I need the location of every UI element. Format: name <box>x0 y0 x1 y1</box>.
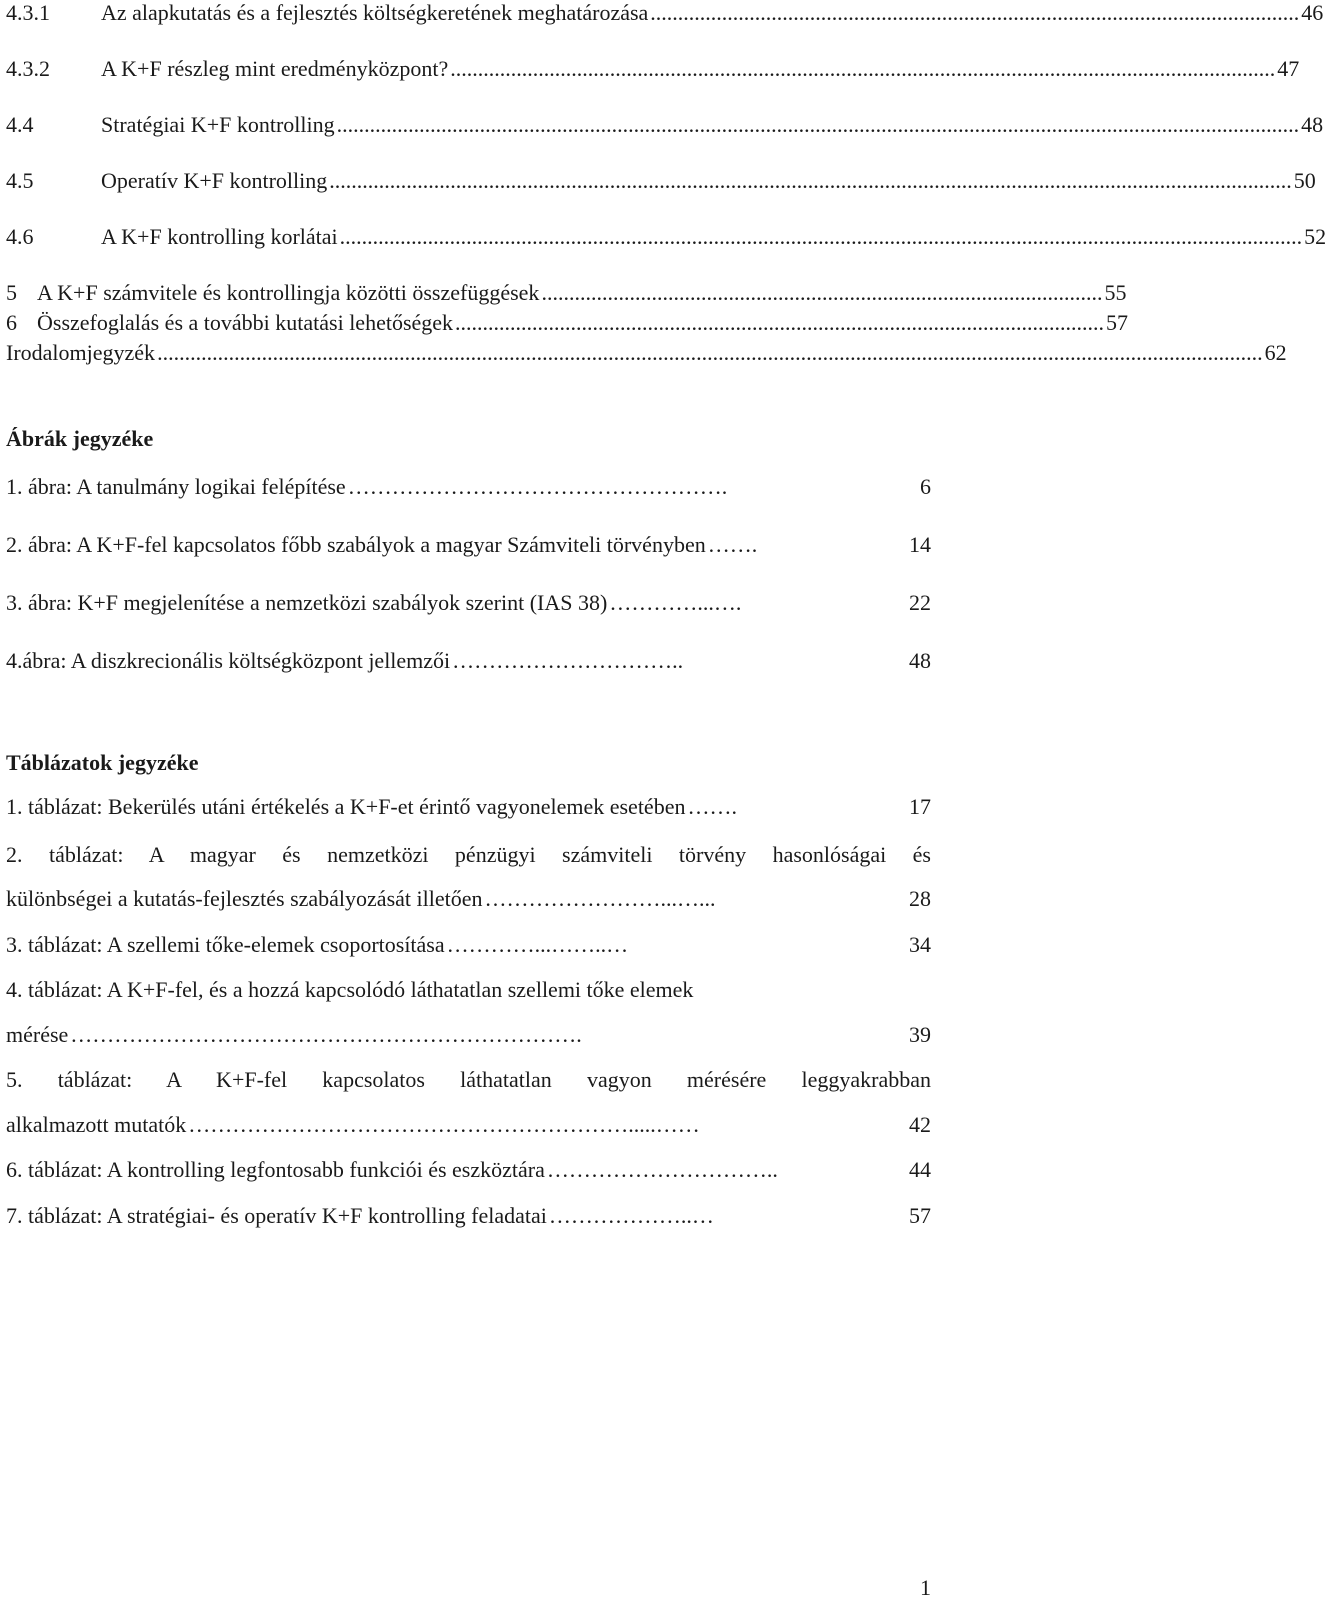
toc-entry-leader: ...................................................................................................................................................... <box>450 56 1276 81</box>
figure-entry <box>6 590 931 616</box>
figure-entry-title: 4.ábra: A diszkrecionális költségközpont jellemzői <box>6 648 451 673</box>
figure-entry-title: 3. ábra: K+F megjelenítése a nemzetközi szabályok szerint (IAS 38) <box>6 590 608 615</box>
table-entry-title: 6. táblázat: A kontrolling legfontosabb funkciói és eszköztára <box>6 1157 545 1182</box>
toc-entry-title: Operatív K+F kontrolling <box>101 168 328 193</box>
toc-entry-number: 4.6 <box>6 224 34 249</box>
figure-entry <box>6 532 931 558</box>
table-entry-first-line: 5. táblázat: A K+F-fel kapcsolatos láthatatlan vagyon mérésére leggyakrabban <box>6 1067 931 1092</box>
table-entry-page: 42 <box>909 1112 931 1137</box>
table-entry-title: 3. táblázat: A szellemi tőke-elemek csoportosítása <box>6 932 445 957</box>
toc-entry-page: 48 <box>1301 112 1324 137</box>
toc-entry <box>6 280 1127 306</box>
table-entry-page: 34 <box>909 932 931 957</box>
toc-entry-title: A K+F számvitele és kontrollingja közötti összefüggések <box>37 280 540 305</box>
toc-entry-page: 55 <box>1104 280 1127 305</box>
toc-entry-leader: ...................................................................................................................... <box>455 310 1105 335</box>
figure-entry-leader: …………...…. <box>609 590 742 615</box>
table-entry <box>6 1157 931 1183</box>
toc-entry <box>6 56 1300 82</box>
toc-entry <box>6 340 1287 366</box>
toc-entry-title: A K+F részleg mint eredményközpont? <box>101 56 449 81</box>
table-entry-leader: ……………………………………………………………. <box>70 1022 582 1047</box>
toc-entry-number: 4.3.2 <box>6 56 50 81</box>
figure-entry-leader: ……………………………………………. <box>347 474 728 499</box>
toc-entry-page: 47 <box>1277 56 1300 81</box>
toc-entry-leader: ............................................................................................................................................................................... <box>339 224 1303 249</box>
table-entry-leader: …………………………………………………….....…… <box>188 1112 700 1137</box>
table-entry <box>6 794 931 820</box>
toc-entry-leader: ......................................................................................................................................................................................................... <box>157 340 1263 365</box>
figure-entry-leader: ………………………….. <box>452 648 684 673</box>
page-number: 1 <box>920 1575 931 1600</box>
toc-entry-leader: ............................................................................................................................................................................... <box>329 168 1292 193</box>
figures-heading: Ábrák jegyzéke <box>6 426 154 451</box>
toc-entry-number: 4.3.1 <box>6 0 50 25</box>
table-entry-title: alkalmazott mutatók <box>6 1112 187 1137</box>
toc-entry-page: 57 <box>1106 310 1129 335</box>
table-entry-leader: ……. <box>687 794 737 819</box>
table-entry <box>6 1203 931 1229</box>
toc-entry-title: Összefoglalás és a további kutatási lehetőségek <box>37 310 454 335</box>
figure-entry-page: 6 <box>920 474 931 499</box>
toc-entry-title: Irodalomjegyzék <box>6 340 156 365</box>
figure-entry-title: 2. ábra: A K+F-fel kapcsolatos főbb szabályok a magyar Számviteli törvényben <box>6 532 706 557</box>
table-entry <box>6 1112 931 1138</box>
table-entry-leader: ……………………...…... <box>484 886 716 911</box>
table-entry-page: 39 <box>909 1022 931 1047</box>
toc-entry-number: 5 <box>6 280 17 305</box>
toc-entry-title: A K+F kontrolling korlátai <box>101 224 338 249</box>
table-entry-title: mérése <box>6 1022 69 1047</box>
toc-entry-number: 4.4 <box>6 112 34 137</box>
toc-entry <box>6 112 1324 138</box>
table-entry-leader: …………...……..… <box>446 932 629 957</box>
tables-heading: Táblázatok jegyzéke <box>6 750 199 775</box>
toc-entry-page: 52 <box>1304 224 1326 249</box>
table-entry-first-line: 2. táblázat: A magyar és nemzetközi pénzügyi számviteli törvény hasonlóságai és <box>6 842 931 867</box>
toc-entry <box>6 168 1316 194</box>
toc-entry <box>6 0 1324 26</box>
toc-entry <box>6 224 1326 250</box>
table-entry-title: 1. táblázat: Bekerülés utáni értékelés a K+F-et érintő vagyonelemek esetében <box>6 794 686 819</box>
figure-entry-page: 22 <box>909 590 931 615</box>
figure-entry <box>6 474 931 500</box>
toc-entry-leader: ............................................................................................................................................................................... <box>336 112 1300 137</box>
figure-entry-page: 14 <box>909 532 931 557</box>
toc-entry-number: 4.5 <box>6 168 34 193</box>
table-entry <box>6 1022 931 1048</box>
table-entry-page: 17 <box>909 794 931 819</box>
toc-entry-page: 50 <box>1293 168 1316 193</box>
table-entry-page: 28 <box>909 886 931 911</box>
toc-entry-page: 62 <box>1264 340 1287 365</box>
table-entry-leader: ………………..… <box>548 1203 714 1228</box>
table-entry-leader: ………………………….. <box>546 1157 778 1182</box>
table-entry-title: 4. táblázat: A K+F-fel, és a hozzá kapcsolódó láthatatlan szellemi tőke elemek <box>6 977 694 1002</box>
table-entry-first-line <box>6 977 931 1003</box>
toc-entry-number: 6 <box>6 310 17 335</box>
figure-entry-title: 1. ábra: A tanulmány logikai felépítése <box>6 474 346 499</box>
table-entry-title: különbségei a kutatás-fejlesztés szabályozását illetően <box>6 886 483 911</box>
toc-entry-title: Az alapkutatás és a fejlesztés költségkeretének meghatározása <box>101 0 649 25</box>
table-entry-page: 57 <box>909 1203 931 1228</box>
table-entry <box>6 932 931 958</box>
figure-entry-page: 48 <box>909 648 931 673</box>
figure-entry-leader: ……. <box>707 532 758 557</box>
toc-entry <box>6 310 1129 336</box>
figure-entry <box>6 648 931 674</box>
toc-entry-title: Stratégiai K+F kontrolling <box>101 112 335 137</box>
toc-entry-page: 46 <box>1301 0 1324 25</box>
table-entry-page: 44 <box>909 1157 931 1182</box>
toc-entry-leader: ...................................................................................................... <box>541 280 1103 305</box>
table-entry-title: 7. táblázat: A stratégiai- és operatív K+F kontrolling feladatai <box>6 1203 547 1228</box>
table-entry <box>6 886 931 912</box>
toc-entry-leader: ...................................................................................................................... <box>650 0 1300 25</box>
